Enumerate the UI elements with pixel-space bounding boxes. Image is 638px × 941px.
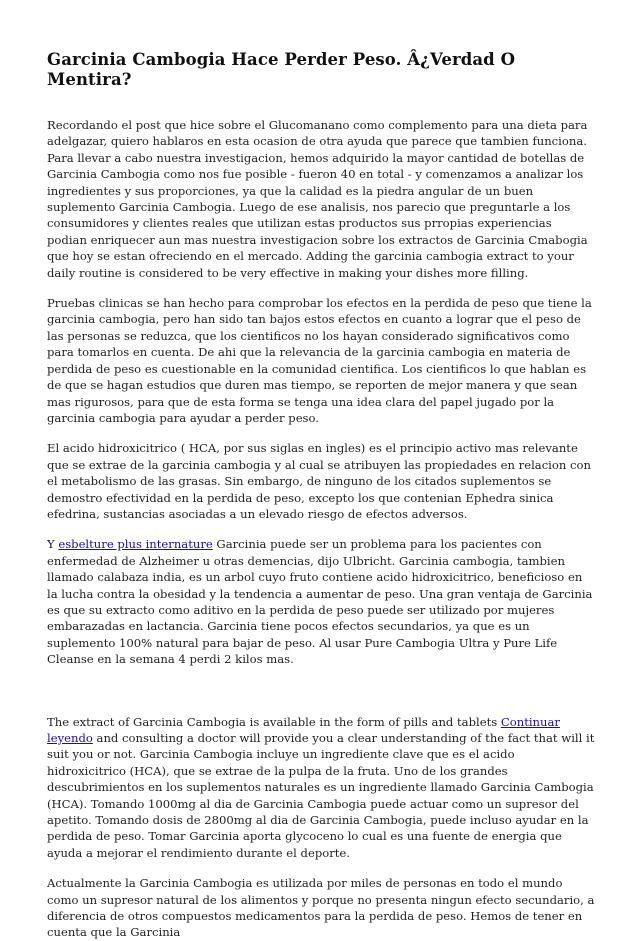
document-page xyxy=(47,50,595,941)
article-body xyxy=(47,117,595,941)
paragraph-clinical-trials: Pruebas clinicas se han hecho para comprobar los efectos en la perdida de peso que tiene la garcinia cambogia, pero han sido tan bajos estos efectos en cuanto a lograr que el peso de las personas se reduzca, que los cientificos no los hayan considerado significativos como para tomarlos en cuenta. De ahi que la relevancia de la garcinia cambogia en materia de perdida de peso es cuestionable en la comunidad cientifica. Los cientificos lo que hablan es de que se hagan estudios que duren mas tiempo, se reporten de mejor manera y que sean mas rigurosos, para que de esta forma se tenga una idea clara del papel jugado por la garcinia cambogia para ayudar a perder peso. xyxy=(47,296,592,425)
paragraph-hca: El acido hidroxicitrico ( HCA, por sus siglas en ingles) es el principio activo mas relevante que se extrae de la garcinia cambogia y al cual se atribuyen las propiedades en relacion con el metabolismo de las grasas. Sin embargo, de ninguno de los citados suplementos se demostro efectividad en la perdida de peso, excepto los que contenian Ephedra sinica efedrina, sustancias asociadas a un elevado riesgo de efectos adversos. xyxy=(47,441,591,521)
paragraph-actualmente: Actualmente la Garcinia Cambogia es utilizada por miles de personas en todo el mundo como un supresor natural de los alimentos y porque no presenta ningun efecto secundario, a diferencia de otros compuestos medicamentos para la perdida de peso. Hemos de tener en cuenta que la Garcinia xyxy=(47,876,595,940)
paragraph-text: The extract of Garcinia Cambogia is available in the form of pills and tablets xyxy=(47,714,501,729)
paragraph-text: and consulting a doctor will provide you a clear understanding of the fact that will it suit you or not. Garcinia Cambogia incluye un ingrediente clave que es el acido hidroxicitrico (HCA), que se extrae de la pulpa de la fruta. Uno de los grandes descubrimientos en los suplementos naturales es un ingrediente llamado Garcinia Cambogia (HCA). Tomando 1000mg al dia de Garcinia Cambogia puede actuar como un supresor del apetito. Tomando dosis de 2800mg al dia de Garcinia Cambogia, puede incluso ayudar en la perdida de peso. Tomar Garcinia aporta glycoceno lo cual es una fuente de energia que ayuda a mejorar el rendimiento durante el deporte. xyxy=(47,731,595,860)
page-title: Garcinia Cambogia Hace Perder Peso. Â¿Verdad O Mentira? xyxy=(47,50,516,89)
continuar-leyendo-link[interactable]: Continuar leyendo xyxy=(47,714,560,745)
paragraph-text: Y xyxy=(47,537,59,552)
paragraph-intro: Recordando el post que hice sobre el Glucomanano como complemento para una dieta para adelgazar, quiero hablaros en esta ocasion de otra ayuda que parece que tambien funciona. Para llevar a cabo nuestra investigacion, hemos adquirido la mayor cantidad de botellas de Garcinia Cambogia como nos fue posible - fueron 40 en total - y comenzamos a analizar los ingredientes y sus proporciones, ya que la calidad es la piedra angular de un buen suplemento Garcinia Cambogia. Luego de ese analisis, nos parecio que preguntarle a los consumidores y clientes reales que utilizan estas productos sus prropias experiencias podian enriquecer aun mas nuestra investigacion sobre los extractos de Garcinia Cmabogia que hoy se estan ofreciendo en el mercado. Adding the garcinia cambogia extract to your daily routine is considered to be very effective in making your dishes more filling. xyxy=(47,118,588,280)
esbelture-link[interactable]: esbelture plus internature xyxy=(58,537,213,552)
paragraph-text: Garcinia puede ser un problema para los pacientes con enfermedad de Alzheimer u otras demencias, dijo Ulbricht. Garcinia cambogia, tambien llamado calabaza india, es un arbol cuyo fruto contiene acido hidroxicitrico, beneficioso en la lucha contra la obesidad y la tendencia a aumentar de peso. Una gran ventaja de Garcinia es que su extracto como aditivo en la perdida de peso puede ser utilizado por mujeres embarazadas en lactancia. Garcinia tiene pocos efectos secundarios, ya que es un suplemento 100% natural para bajar de peso. Al usar Pure Cambogia Ultra y Pure Life Cleanse en la semana 4 perdi 2 kilos mas. xyxy=(47,537,593,667)
paragraph-extract xyxy=(47,714,595,862)
paragraph-alzheimer xyxy=(47,536,595,667)
